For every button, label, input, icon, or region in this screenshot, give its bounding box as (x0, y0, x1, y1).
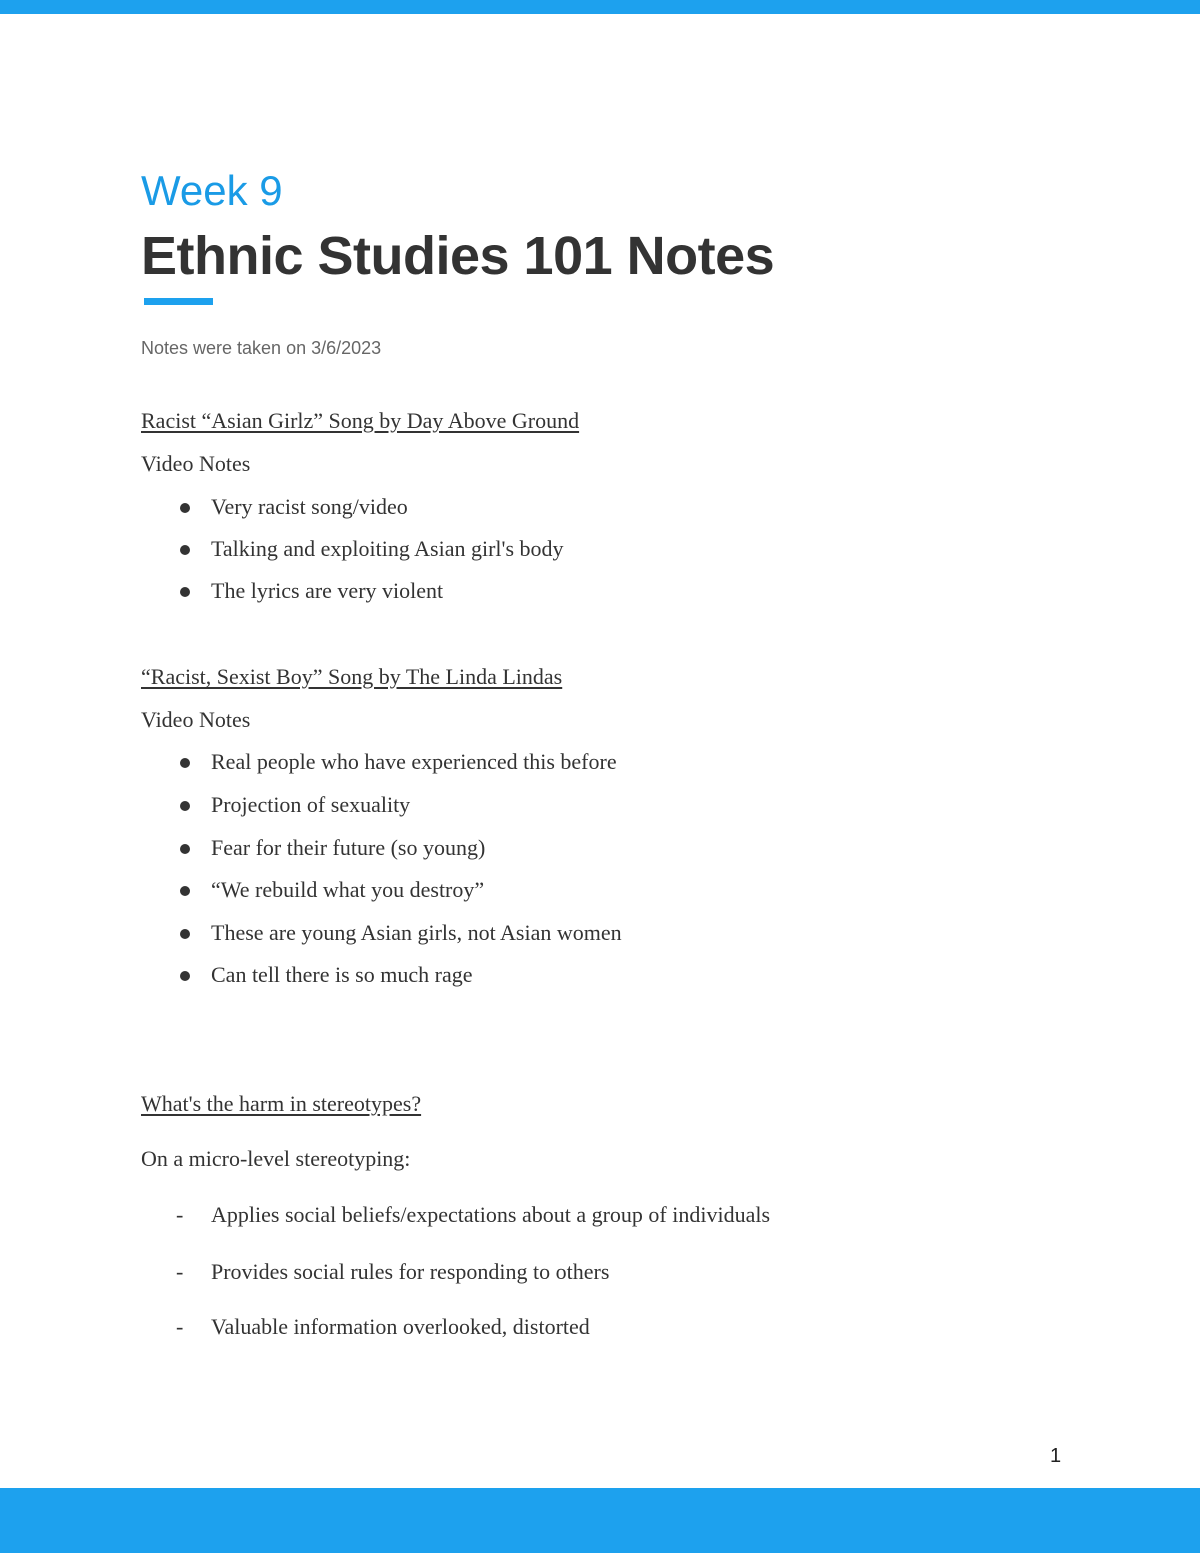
notes-date: Notes were taken on 3/6/2023 (141, 338, 382, 358)
bullet-icon (180, 758, 190, 768)
page-title: Ethnic Studies 101 Notes (141, 226, 775, 286)
bullet-icon (180, 886, 190, 896)
section3-intro: On a micro-level stereotyping: (141, 1146, 411, 1171)
section2-label: Video Notes (141, 707, 251, 732)
bullet-icon (180, 844, 190, 854)
week-subtitle: Week 9 (141, 167, 283, 214)
bottom-accent-bar (0, 1488, 1200, 1553)
dash-marker: - (176, 1259, 184, 1284)
bullet-icon (180, 587, 190, 597)
bullet-icon (180, 971, 190, 981)
bullet-icon (180, 503, 190, 513)
section1-label: Video Notes (141, 451, 251, 476)
top-accent-bar (0, 0, 1200, 14)
title-accent-underline (144, 298, 213, 305)
section2-heading: “Racist, Sexist Boy” Song by The Linda Lindas (141, 664, 563, 689)
section1-heading: Racist “Asian Girlz” Song by Day Above Ground (141, 408, 580, 433)
dash-marker: - (176, 1314, 184, 1339)
section3-heading: What's the harm in stereotypes? (141, 1091, 422, 1116)
dash-marker: - (176, 1202, 184, 1227)
bullet-icon (180, 801, 190, 811)
bullet-icon (180, 545, 190, 555)
bullet-icon (180, 929, 190, 939)
page-number: 1 (1050, 1445, 1062, 1467)
